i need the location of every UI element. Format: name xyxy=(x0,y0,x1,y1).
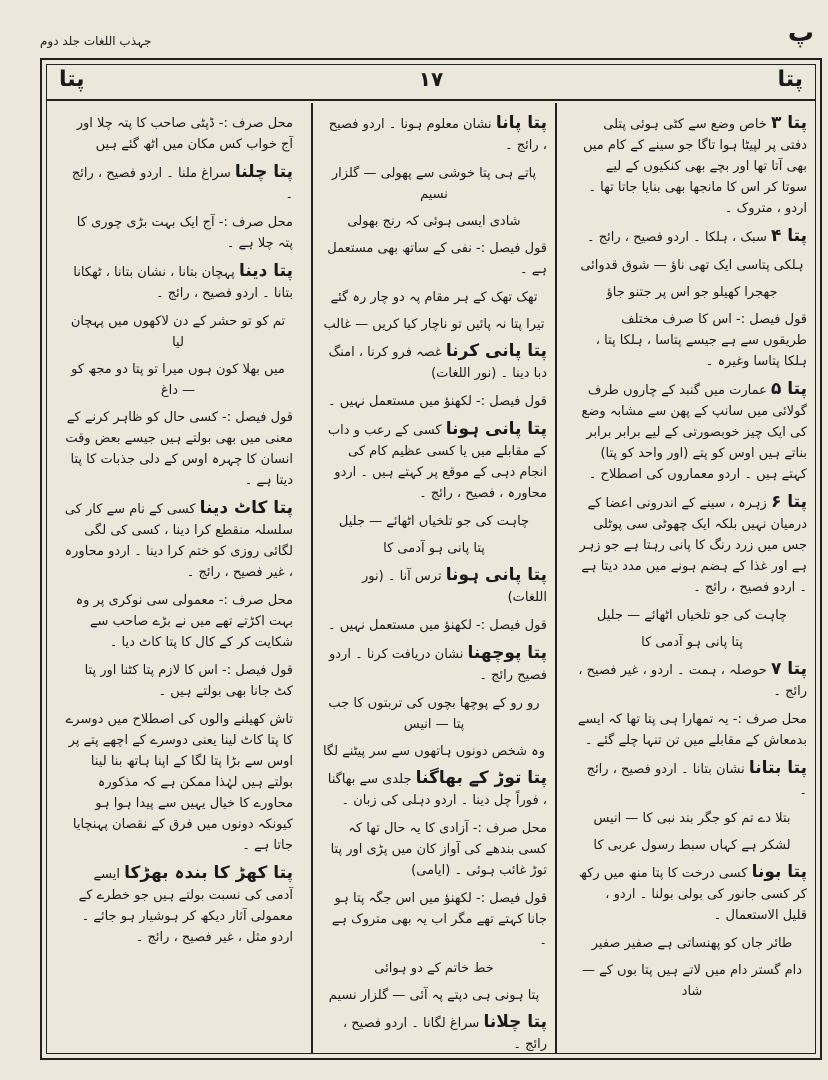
entry xyxy=(321,818,547,881)
entry xyxy=(321,768,547,811)
entry-text: سراغ ملنا ۔ اردو فصیح ، رائج ۔ xyxy=(71,166,293,202)
entry xyxy=(577,309,807,372)
entry xyxy=(321,888,547,951)
verse-line: پتا پانی ہو آدمی کا xyxy=(383,541,485,556)
entry-headword: پتا ۶ xyxy=(770,492,807,512)
entry-text: کسی کے رعب و داب کے مقابلے میں یا کسی عظیم کام کی انجام دہی کے موقع پر کہتے ہیں ۔ اردو محاورہ ، فصیح ، رائج ۔ xyxy=(327,423,547,501)
header-right-word: پتا xyxy=(777,67,803,92)
entry-headword: پتا ۷ xyxy=(770,659,807,679)
entry-text: قول فیصل :- لکھنؤ میں مستعمل نہیں ۔ xyxy=(328,394,547,409)
entry-text: محل صرف :- ڈپٹی صاحب کا پتہ چلا اور آج خواب کس مکان میں اٹھ گئے ہیں xyxy=(76,116,293,152)
page-header xyxy=(47,65,815,101)
entry-text: کسی درخت کا پتا منھ میں رکھ کر کسی جانور کی بولی بولنا ۔ اردو ، قلیل الاستعمال ۔ xyxy=(578,866,807,923)
entry-headword: پتا ۴ xyxy=(770,226,807,246)
verse-line: جھجرا کھیلو جو اس پر جتنو جاؤ xyxy=(606,285,778,300)
entry-headword: پتا دینا xyxy=(238,261,293,281)
verse-line: دام گستر دام میں لاتے ہیں پتا بوں کے — شاد xyxy=(581,963,803,999)
entry-headword: پتا بونا xyxy=(751,862,807,882)
entry-text: تاش کھیلنے والوں کی اصطلاح میں دوسرے کا پتا کاٹ لینا یعنی دوسرے کے اچھے پتے پر اوس سے بڑا پتا لگا کے اپنا ہاتھ بنا لینا بولتے ہیں لہٰذا ممکن ہے کہ مذکورہ محاورے کا خیال یہیں سے پیدا ہوا ہو کیونکہ دونوں میں فرق کے نقصان پہنچایا جاتا ہے ۔ xyxy=(65,712,293,853)
entry-headword: پتا ۵ xyxy=(770,379,807,399)
entry-text: ترس آنا ۔ (نور اللغات) xyxy=(362,569,547,605)
entry-headword: پتا کھڑ کا بندہ بھڑکا xyxy=(124,863,293,883)
verse-line: تم کو تو حشر کے دن لاکھوں میں پہچان لیا xyxy=(70,314,286,350)
entry-headword: پتا بتانا xyxy=(748,758,807,778)
entry-headword: پتا توڑ کے بھاگنا xyxy=(415,768,547,788)
entry xyxy=(63,407,293,491)
entry-text: محل صرف :- معمولی سی نوکری پر وہ بہت اکڑتے تھے میں نے بڑے صاحب سے شکایت کر کے کال کا پتا کاٹ دیا ۔ xyxy=(75,593,293,650)
verse-line: پتا پانی ہو آدمی کا xyxy=(641,635,743,650)
entry xyxy=(63,212,293,254)
entry-headword: پتا پانا xyxy=(495,113,547,133)
verse-line: تھک تھک کے ہر مقام پہ دو چار رہ گئے xyxy=(330,290,538,305)
entry-text: پہچان بتانا ، نشان بتانا ، ٹھکانا بتانا ۔ اردو فصیح ، رائج ۔ xyxy=(73,265,293,301)
entry xyxy=(321,643,547,686)
entry-text: نشان معلوم ہونا ۔ اردو فصیح ، رائج ۔ xyxy=(328,117,547,153)
entry xyxy=(63,498,293,583)
entry xyxy=(63,113,293,155)
entry-text: غصہ فرو کرنا ، امنگ دبا دینا ۔ (نور اللغات) xyxy=(328,345,547,381)
entry xyxy=(63,660,293,702)
entry-text: کسی کے نام سے کار کی سلسلہ منقطع کرا دینا ، کسی کی لگی لگائی روزی کو ختم کرا دینا ۔ اردو محاورہ ، غیر فصیح ، رائج ۔ xyxy=(64,502,293,580)
verse-line: پاتے ہی پتا خوشی سے پھولی — گلزار نسیم xyxy=(331,166,537,202)
entry xyxy=(63,261,293,304)
entry xyxy=(321,391,547,412)
entry-text: خاص وضع سے کٹی ہوئی پتلی دفتی پر لپیٹا ہوا تاگا جو سینے کے کام میں بھی آتا تھا اور بچے بھی کنکیوں کے لیے سوتا کر اس کا مانجھا بھی بنایا جاتا تھا ۔ اردو ، متروک ۔ xyxy=(582,117,807,216)
verse-line: ہلکی پتاسی ایک تھی ناؤ — شوق قدوائی xyxy=(580,258,804,273)
entry xyxy=(577,226,807,248)
verse-line: چاہت کی جو تلخیاں اٹھائے — جلیل xyxy=(596,608,788,623)
entry xyxy=(321,565,547,608)
entry xyxy=(63,590,293,653)
book-title-note: جہذب اللغات جلد دوم xyxy=(40,34,152,48)
entry-text: جلدی سے بھاگنا ، فوراً چل دینا ۔ اردو دہلی کی زبان ۔ xyxy=(327,772,547,808)
verse-line: میں بھلا کون ہوں میرا تو پتا دو مجھ کو — داغ xyxy=(71,362,285,398)
entry-text: محل صرف :- آزادی کا یہ حال تھا کہ کسی بندھے کی آواز کان میں پڑی اور پتا توڑ غائب ہوئی ۔ (ایامی) xyxy=(330,821,547,878)
entry-text: قول فیصل :- کسی حال کو ظاہر کرنے کے معنی میں بھی بولتے ہیں جیسے بعض وقت انسان کا چہرہ اوس کے دلی جذبات کا پتا دیتا ہے ۔ xyxy=(65,410,293,488)
entry-text: قول فیصل :- اس کا صرف مختلف طریقوں سے ہے جیسے پتاسا ، ہلکا پتا ، ہلکا پتاسا وغیرہ ۔ xyxy=(595,312,807,369)
page-frame-inner xyxy=(46,64,816,1054)
entry-headword: پتا ۳ xyxy=(770,113,807,133)
entry-text: قول فیصل :- نفی کے ساتھ بھی مستعمل ہے ۔ xyxy=(327,241,547,277)
entry xyxy=(577,862,807,926)
entry xyxy=(321,238,547,280)
verse-line: لشکر ہے کہاں سبط رسول عربی کا xyxy=(593,838,791,853)
entry xyxy=(577,709,807,751)
column-middle xyxy=(311,103,557,1053)
entry xyxy=(321,1012,547,1055)
entry xyxy=(321,341,547,384)
verse-line: خط خاتم کے دو ہوائی xyxy=(374,961,494,976)
entry-text: نشان بتانا ۔ اردو فصیح ، رائج ۔ xyxy=(586,762,807,798)
entry-headword: پتا پانی ہونا xyxy=(445,565,547,585)
entry xyxy=(577,113,807,219)
entry xyxy=(63,162,293,205)
entry-text: قول فیصل :- لکھنؤ میں مستعمل نہیں ۔ xyxy=(328,618,547,633)
header-left-word: پتا xyxy=(59,67,85,92)
entry xyxy=(577,659,807,702)
entry-text: محل صرف :- یہ تمھارا ہی پتا تھا کہ ایسے بدمعاش کے مقابلے میں تن تنہا چلے گئے ۔ xyxy=(577,712,807,748)
verse-line: وہ شخص دونوں ہاتھوں سے سر پیٹنے لگا xyxy=(322,744,546,759)
entry-headword: پتا پوچھنا xyxy=(467,643,547,663)
verse-line: پتا ہونی ہی دپتے پہ آئی — گلزار نسیم xyxy=(328,988,540,1003)
verse-line: رو رو کے پوچھا بچوں کی تربتوں کا جب پتا — انیس xyxy=(328,696,540,732)
entry-text: عمارت میں گنبد کے چاروں طرف گولائی میں سانپ کے پھن سے مشابہ وضع کی ایک چیز خوبصورتی کے لیے برابر برابر بناتے ہیں اوس کو پتے (اور واحد کو پتا) کہتے ہیں ۔ اردو معماروں کی اصطلاح ۔ xyxy=(581,383,807,482)
entry xyxy=(577,379,807,485)
entry xyxy=(577,492,807,598)
entry-text: محل صرف :- آج ایک بہت بڑی چوری کا پتہ چلا ہے ۔ xyxy=(76,215,293,251)
verse-line: تیرا پتا نہ پائیں تو ناچار کیا کریں — غالب xyxy=(323,317,545,332)
entry-text: زہرہ ، سینے کے اندرونی اعضا کے درمیان نہیں بلکہ ایک چھوٹی سی پوٹلی جس میں زرد رنگ کا پانی رہتا ہے جو زہر ہے اور غذا کے ہضم ہونے میں مدد دیتا ہے ۔ اردو فصیح ، رائج ۔ xyxy=(579,496,807,595)
entry-headword: پتا چلانا xyxy=(483,1012,547,1032)
text-columns xyxy=(47,103,815,1053)
page-number: ١٧ xyxy=(418,67,444,91)
verse-line: چاہت کی جو تلخیاں اٹھائے — جلیل xyxy=(338,514,530,529)
entry-text: ایسے آدمی کی نسبت بولتے ہیں جو خطرے کے معمولی آثار دیکھ کر ہوشیار ہو جائے ۔ اردو مثل ، غیر فصیح ، رائج ۔ xyxy=(78,867,293,945)
entry xyxy=(321,419,547,504)
entry-headword: پتا پانی ہونا xyxy=(445,419,547,439)
column-right xyxy=(569,103,815,1053)
section-letter: پ xyxy=(787,18,814,48)
entry-text: سراغ لگانا ۔ اردو فصیح ، رائج ۔ xyxy=(342,1016,547,1052)
entry xyxy=(321,615,547,636)
entry-text: قول فیصل :- اس کا لازم پتا کٹنا اور پتا کٹ جانا بھی بولتے ہیں ۔ xyxy=(84,663,293,699)
verse-line: شادی ایسی ہوئی کہ رنج بھولی xyxy=(347,214,521,229)
verse-line: طائر جاں کو پھنساتی ہے صفیر صفیر xyxy=(591,936,793,951)
entry xyxy=(577,758,807,801)
entry xyxy=(63,863,293,948)
entry-headword: پتا کاٹ دینا xyxy=(199,498,293,518)
entry-text: حوصلہ ، ہمت ۔ اردو ، غیر فصیح ، رائج ۔ xyxy=(578,663,807,699)
entry xyxy=(63,709,293,856)
entry-headword: پتا پانی کرنا xyxy=(445,341,547,361)
verse-line: بتلا دے تم کو جگر بند نبی کا — انیس xyxy=(593,811,791,826)
entry-headword: پتا چلنا xyxy=(234,162,293,182)
page-frame xyxy=(40,58,822,1060)
entry-text: نشان دریافت کرنا ۔ اردو فصیح رائج ۔ xyxy=(328,647,547,683)
column-left xyxy=(55,103,301,1053)
entry-text: قول فیصل :- لکھنؤ میں اس جگہ پتا ہو جانا کہتے تھے مگر اب یہ بھی متروک ہے ۔ xyxy=(331,891,547,948)
entry-text: سبک ، ہلکا ۔ اردو فصیح ، رائج ۔ xyxy=(586,230,767,245)
entry xyxy=(321,113,547,156)
